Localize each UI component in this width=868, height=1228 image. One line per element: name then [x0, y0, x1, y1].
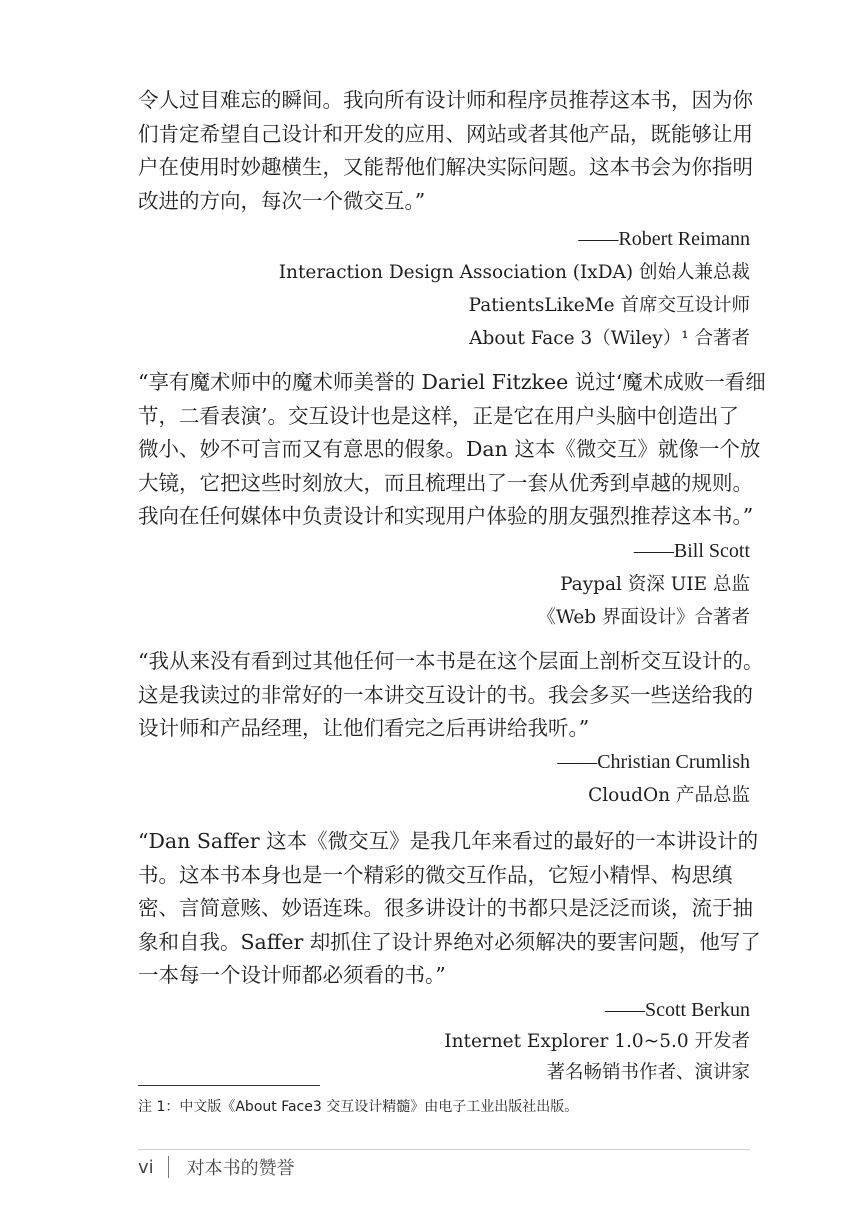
quote-2-title: 《Web 界面设计》合著者 — [537, 607, 750, 628]
quote-1-title: Interaction Design Association (IxDA) 创始人兼总裁 — [278, 262, 750, 283]
quote-3-title: CloudOn 产品总监 — [588, 785, 750, 806]
quote-line: 一本每一个设计师都必须看的书。” — [138, 963, 446, 987]
footer-separator — [168, 1156, 169, 1178]
quote-line: “Dan Saffer 这本《微交互》是我几年来看过的最好的一本讲设计的 — [138, 829, 759, 853]
quote-1-title: About Face 3（Wiley）¹ 合著者 — [469, 328, 750, 349]
quote-line: 改进的方向，每次一个微交互。” — [138, 188, 426, 213]
quote-2-body — [138, 366, 766, 534]
quote-1-body — [138, 84, 753, 218]
quote-line: 我向在任何媒体中负责设计和实现用户体验的朋友强烈推荐这本书。” — [138, 504, 754, 528]
quote-line: 象和自我。Saffer 却抓住了设计界绝对必须解决的要害问题，他写了 — [138, 929, 761, 954]
quote-4-title: 著名畅销书作者、演讲家 — [546, 1062, 750, 1083]
footnote-divider — [138, 1085, 320, 1086]
quote-line: 这是我读过的非常好的一本讲交互设计的书。我会多买一些送给我的 — [138, 682, 753, 707]
quote-line: 令人过目难忘的瞬间。我向所有设计师和程序员推荐这本书，因为你 — [138, 88, 753, 112]
quote-line: “享有魔术师中的魔术师美誉的 Dariel Fitzkee 说过‘魔术成败一看细 — [138, 370, 766, 394]
page-number: vi — [138, 1156, 154, 1178]
quote-4-body — [138, 825, 761, 993]
quote-3-author: ——Christian Crumlish — [557, 751, 750, 773]
quote-2-author: ——Bill Scott — [633, 540, 750, 562]
quote-4-title: Internet Explorer 1.0~5.0 开发者 — [444, 1031, 750, 1052]
quote-line: 书。这本书本身也是一个精彩的微交互作品，它短小精悍、构思缜 — [138, 862, 733, 887]
quote-1-author: ——Robert Reimann — [578, 228, 750, 250]
quote-line: 们肯定希望自己设计和开发的应用、网站或者其他产品，既能够让用 — [138, 121, 753, 146]
quote-line: 大镜，它把这些时刻放大，而且梳理出了一套从优秀到卓越的规则。 — [138, 470, 753, 495]
section-title: 对本书的赞誉 — [186, 1158, 295, 1179]
quote-3-body — [138, 645, 764, 746]
quote-line: 节，二看表演’。交互设计也是这样，正是它在用户头脑中创造出了 — [138, 403, 740, 428]
quote-line: 户在使用时妙趣横生，又能帮他们解决实际问题。这本书会为你指明 — [138, 155, 753, 179]
quote-line: 密、言简意赅、妙语连珠。很多讲设计的书都只是泛泛而谈，流于抽 — [138, 896, 753, 920]
quote-2-title: Paypal 资深 UIE 总监 — [560, 574, 750, 595]
quote-1-title: PatientsLikeMe 首席交互设计师 — [468, 295, 750, 316]
page-footer — [138, 1152, 295, 1182]
footer-divider — [138, 1149, 750, 1150]
quote-4-author: ——Scott Berkun — [605, 999, 750, 1021]
quote-line: 设计师和产品经理，让他们看完之后再讲给我听。” — [138, 716, 590, 740]
quote-line: 微小、妙不可言而又有意思的假象。Dan 这本《微交互》就像一个放 — [138, 437, 761, 461]
quote-line: “我从来没有看到过其他任何一本书是在这个层面上剖析交互设计的。 — [138, 649, 764, 673]
footnote: 注 1：中文版《About Face3 交互设计精髓》由电子工业出版社出版。 — [138, 1099, 579, 1115]
